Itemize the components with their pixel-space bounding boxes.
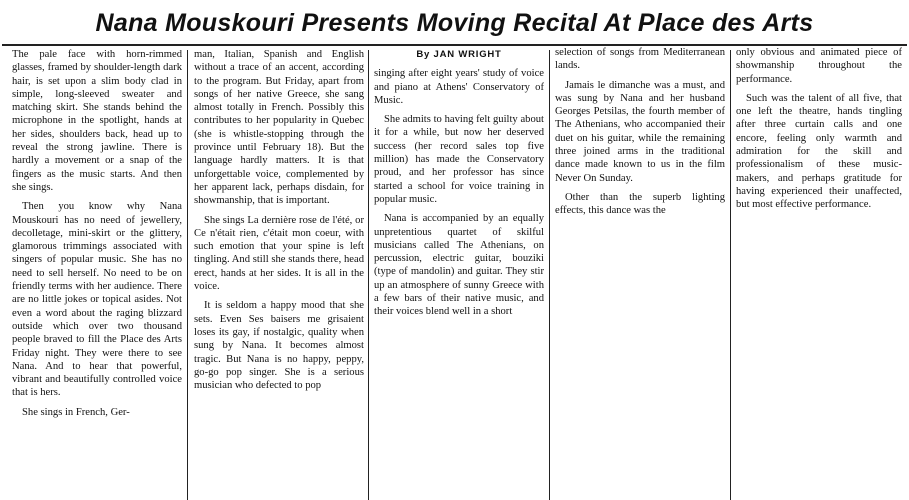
article-column-1 — [12, 48, 182, 500]
column-2-paragraph-1: man, Italian, Spanish and English without a trace of an accent, according to the program. But Friday, apart from songs of her native Greece, she sang almost totally in French. Possibly this contributes to her popularity in Quebec (she is whistle-stopping through the province until February 18). But the language hardly matters. It is that unforgettable voice, complemented by her apparent lack, perhaps disdain, for showmanship, that is important. — [194, 49, 364, 207]
column-4-paragraph-1: selection of songs from Mediterranean lands. — [555, 47, 725, 72]
column-rule-2 — [368, 50, 369, 500]
article-column-5 — [736, 46, 902, 498]
column-1-paragraph-3: She sings in French, Ger- — [22, 406, 130, 418]
column-4-paragraph-2: Jamais le dimanche was a must, and was sung by Nana and her husband Georges Petsilas, the fourth member of The Athenians, who accompanied their duet on his guitar, while the remaining three joined arms in the traditional dance made known to us in the film Never On Sunday. — [555, 79, 725, 184]
column-5-paragraph-2: Such was the talent of all five, that one left the theatre, hands tingling after three curtain calls and one encore, feeling only warmth and admiration for the skill and professionalism of these music-makers, and perhaps gratitude for having experienced their unaffected, but most effective performance. — [736, 92, 902, 211]
column-5-paragraph-1: only obvious and animated piece of showmanship throughout the performance. — [736, 47, 902, 85]
column-rule-4 — [730, 50, 731, 500]
column-4-paragraph-3: Other than the superb lighting effects, this dance was the — [555, 191, 725, 217]
headline: Nana Mouskouri Presents Moving Recital At Place des Arts — [95, 9, 814, 37]
column-1-paragraph-2: Then you know why Nana Mouskouri has no need of jewellery, decolletage, mini-skirt or the glittery, glamorous trimmings associated with singers of popular music. She has no need to sell herself. No need to be on friendly terms with her audience. There are no little jokes or topical asides. Not even a word about the raging blizzard outside which over two thousand people braved to fill the Place des Arts Friday night. They were there to see Nana. And to hear that powerful, vibrant and beautifully controlled voice that is hers. — [12, 201, 182, 399]
column-rule-1 — [187, 50, 188, 500]
article-column-2 — [194, 48, 364, 500]
column-3-paragraph-2: She admits to having felt guilty about it for a while, but now her deserved success (her record sales top five million) has made the Conservatory proud, and her professor has since started a school for voice training in popular music. — [374, 114, 544, 205]
article-column-3 — [374, 48, 544, 500]
byline: By JAN WRIGHT — [416, 49, 502, 60]
column-1-paragraph-1: The pale face with horn-rimmed glasses, framed by shoulder-length dark hair, is set upon a slim body clad in simple, long-sleeved sweater and matching skirt. She stands behind the microphone in the spotlight, hands at her sides, shoulders back, head up to reveal the strong jawline. There is hardly a movement or a snap of the fingers as the music starts. And then she sings. — [12, 49, 182, 193]
column-2-paragraph-2: She sings La dernière rose de l'été, or Ce n'était rien, c'était mon coeur, with such emotion that your spine is left tingling. And still she stands there, head erect, hands at her sides. It is all in the voice. — [194, 214, 364, 293]
column-3-paragraph-3: Nana is accompanied by an equally unpretentious quartet of skilful musicians called The Athenians, on percussion, electric guitar, bouziki (type of mandolin) and guitar. They stir up an atmosphere of sunny Greece with a few bars of their native music, and their voices blend well in a short — [374, 213, 544, 318]
column-rule-3 — [549, 50, 550, 500]
column-3-paragraph-1: singing after eight years' study of voice and piano at Athens' Conservatory of Music. — [374, 68, 544, 106]
article-column-4 — [555, 46, 725, 498]
column-2-paragraph-3: It is seldom a happy mood that she sets. Even Ses baisers me grisaient loses its gay, if nostalgic, quality when sung by Nana. It becomes almost tragic. But Nana is no happy, peppy, go-go pop singer. She is a serious musician who defected to pop — [194, 300, 364, 392]
